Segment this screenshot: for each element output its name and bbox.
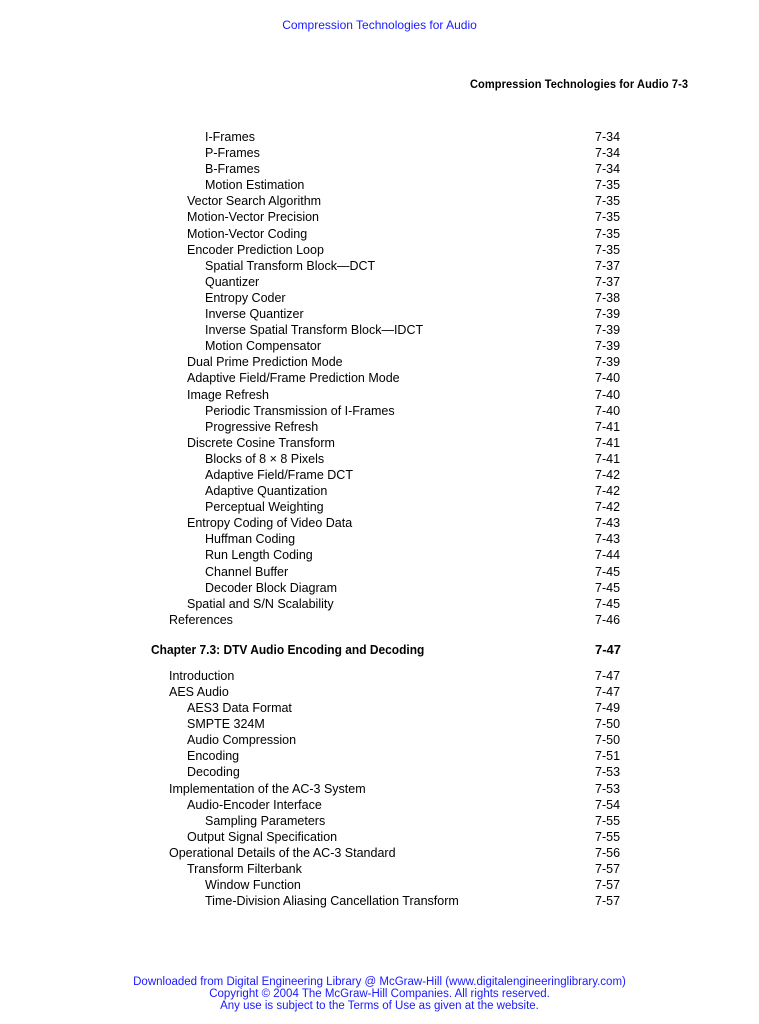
toc-section-part1 [0,129,759,628]
toc-entry[interactable] [0,338,759,354]
toc-entry-title: Motion-Vector Coding [187,226,308,241]
running-head: Compression Technologies for Audio 7-3 [469,77,688,91]
toc-entry-title: Spatial and S/N Scalability [187,596,334,611]
toc-entry[interactable] [0,387,759,403]
toc-entry[interactable] [0,700,759,716]
toc-entry[interactable] [0,177,759,193]
footer-terms-link[interactable]: Any use is subject to the Terms of Use as given at the website. [220,1000,539,1012]
toc-entry-page: 7-39 [595,307,621,322]
toc-entry-title: Decoding [187,765,240,780]
toc-entry[interactable] [0,483,759,499]
toc-entry[interactable] [0,684,759,700]
toc-entry-title: Audio Compression [187,733,297,748]
toc-entry-page: 7-46 [595,612,621,627]
toc-entry-title: Transform Filterbank [187,862,302,877]
toc-entry-page: 7-47 [595,668,621,683]
toc-entry[interactable] [0,209,759,225]
toc-entry-title: SMPTE 324M [187,717,265,732]
toc-entry-page: 7-51 [595,749,621,764]
toc-entry-page: 7-35 [595,226,621,241]
toc-entry-title: Time-Division Aliasing Cancellation Transform [205,894,459,909]
toc-entry-title: Channel Buffer [205,564,289,579]
toc-entry[interactable] [0,467,759,483]
toc-entry[interactable] [0,451,759,467]
toc-entry-page: 7-42 [595,484,621,499]
toc-entry[interactable] [0,258,759,274]
toc-entry-page: 7-39 [595,323,621,338]
toc-entry[interactable] [0,580,759,596]
toc-entry-page: 7-53 [595,765,621,780]
toc-entry-title: Inverse Quantizer [205,307,304,322]
toc-entry[interactable] [0,354,759,370]
toc-entry-page: 7-35 [595,242,621,257]
toc-entry-page: 7-35 [595,210,621,225]
toc-entry[interactable] [0,732,759,748]
toc-entry[interactable] [0,306,759,322]
toc-entry[interactable] [0,547,759,563]
toc-entry[interactable] [0,893,759,909]
toc-entry-title: Discrete Cosine Transform [187,435,335,450]
chapter-page: 7-47 [595,641,622,657]
toc-entry-title: Image Refresh [187,387,269,402]
toc-section-part2 [0,668,759,909]
toc-entry-page: 7-35 [595,178,621,193]
footer [0,976,759,1012]
toc-entry-title: I-Frames [205,130,255,144]
toc-entry[interactable] [0,499,759,515]
toc-entry-title: Adaptive Quantization [205,484,328,499]
toc-entry-page: 7-40 [595,403,621,418]
toc-entry-page: 7-43 [595,532,621,547]
toc-entry[interactable] [0,797,759,813]
toc-entry-page: 7-57 [595,878,621,893]
toc-entry-page: 7-35 [595,194,621,209]
toc-entry[interactable] [0,129,759,145]
toc-entry-title: Motion Compensator [205,339,322,354]
toc-entry-page: 7-41 [595,419,621,434]
toc-entry-page: 7-53 [595,781,621,796]
toc-entry-page: 7-49 [595,701,621,716]
footer-download-link[interactable]: Downloaded from Digital Engineering Library @ McGraw-Hill (www.digitalengineeringlibrary.com) [133,976,626,988]
toc-entry[interactable] [0,145,759,161]
toc-entry-title: Encoding [187,749,240,764]
toc-entry-title: Encoder Prediction Loop [187,242,324,257]
toc-entry[interactable] [0,668,759,684]
toc-entry-page: 7-50 [595,733,621,748]
toc-entry[interactable] [0,161,759,177]
toc-entry-page: 7-41 [595,451,621,466]
toc-entry-title: AES Audio [169,685,229,699]
chapter-heading [0,638,759,662]
toc-entry[interactable] [0,370,759,386]
chapter-title: Chapter 7.3: DTV Audio Encoding and Decoding [151,641,425,657]
toc-entry[interactable] [0,290,759,306]
toc-entry-page: 7-50 [595,717,621,732]
toc-entry-title: Implementation of the AC-3 System [169,781,366,796]
toc-entry-title: Huffman Coding [205,532,296,547]
toc-entry-page: 7-44 [595,548,621,563]
toc-entry[interactable] [0,419,759,435]
toc-entry-title: Progressive Refresh [205,419,319,434]
toc-entry[interactable] [0,531,759,547]
toc-entry-title: Introduction [169,668,235,683]
toc-entry-title: Entropy Coding of Video Data [187,516,353,531]
toc-entry-title: Inverse Spatial Transform Block—IDCT [205,323,424,338]
toc-entry-page: 7-57 [595,862,621,877]
toc-entry[interactable] [0,435,759,451]
toc-entry[interactable] [0,193,759,209]
toc-entry[interactable] [0,845,759,861]
toc-entry[interactable] [0,274,759,290]
toc-entry[interactable] [0,242,759,258]
toc-entry-title: Entropy Coder [205,290,286,305]
toc-entry-page: 7-56 [595,845,621,860]
toc-entry-title: Audio-Encoder Interface [187,797,322,812]
toc-entry-title: Decoder Block Diagram [205,580,337,595]
header-book-title-link[interactable]: Compression Technologies for Audio [282,18,477,32]
toc-entry-page: 7-43 [595,516,621,531]
toc-entry-title: B-Frames [205,162,260,177]
toc-entry-page: 7-45 [595,564,621,579]
toc-entry-page: 7-42 [595,467,621,482]
toc-entry[interactable] [0,781,759,797]
toc-entry-page: 7-37 [595,274,621,289]
toc-entry-title: Window Function [205,878,301,893]
toc-entry-title: Sampling Parameters [205,813,326,828]
toc-entry[interactable] [0,829,759,845]
toc-entry-title: Spatial Transform Block—DCT [205,258,376,273]
toc-entry[interactable] [0,877,759,893]
toc-entry-page: 7-41 [595,435,621,450]
toc-entry[interactable] [0,716,759,732]
toc-entry-title: P-Frames [205,146,260,161]
toc-entry-page: 7-45 [595,580,621,595]
footer-copyright: Copyright © 2004 The McGraw-Hill Companies. All rights reserved. [209,988,550,1000]
toc-entry-page: 7-40 [595,387,621,402]
toc-entry[interactable] [0,861,759,877]
toc-entry-page: 7-45 [595,596,621,611]
toc-entry-title: Vector Search Algorithm [187,194,322,209]
toc-entry-page: 7-39 [595,355,621,370]
toc-entry-title: Dual Prime Prediction Mode [187,355,343,370]
toc-entry-page: 7-34 [595,162,621,177]
toc-entry[interactable] [0,515,759,531]
toc-entry-title: Perceptual Weighting [205,500,324,515]
toc-entry[interactable] [0,813,759,829]
toc-entry[interactable] [0,403,759,419]
toc-entry-page: 7-55 [595,813,621,828]
toc-entry[interactable] [0,226,759,242]
toc-entry-title: Run Length Coding [205,548,313,563]
toc-entry-title: Output Signal Specification [187,829,338,844]
toc-entry-page: 7-34 [595,130,621,144]
toc-entry[interactable] [0,564,759,580]
toc-entry-title: Adaptive Field/Frame Prediction Mode [187,371,400,386]
toc-entry[interactable] [0,748,759,764]
toc-entry-page: 7-42 [595,500,621,515]
toc-entry[interactable] [0,596,759,612]
toc-entry-page: 7-34 [595,146,621,161]
toc-entry[interactable] [0,322,759,338]
toc-entry-title: Motion-Vector Precision [187,210,320,225]
toc-entry-title: Periodic Transmission of I-Frames [205,403,395,418]
toc-entry-page: 7-40 [595,371,621,386]
toc-entry-page: 7-39 [595,339,621,354]
toc-entry-title: AES3 Data Format [187,701,292,716]
toc-entry[interactable] [0,612,759,628]
toc-entry[interactable] [0,764,759,780]
toc-entry-page: 7-55 [595,829,621,844]
toc-entry-page: 7-37 [595,258,621,273]
toc-entry-page: 7-47 [595,685,621,699]
toc-entry-title: Motion Estimation [205,178,305,193]
table-of-contents [0,129,759,909]
toc-entry-page: 7-57 [595,894,621,909]
toc-entry-title: Quantizer [205,274,260,289]
toc-entry-page: 7-54 [595,797,621,812]
toc-entry-title: Blocks of 8 × 8 Pixels [205,451,325,466]
toc-entry-title: Adaptive Field/Frame DCT [205,467,353,482]
toc-entry-title: Operational Details of the AC-3 Standard [169,845,396,860]
toc-entry-page: 7-38 [595,290,621,305]
toc-entry-title: References [169,612,233,627]
